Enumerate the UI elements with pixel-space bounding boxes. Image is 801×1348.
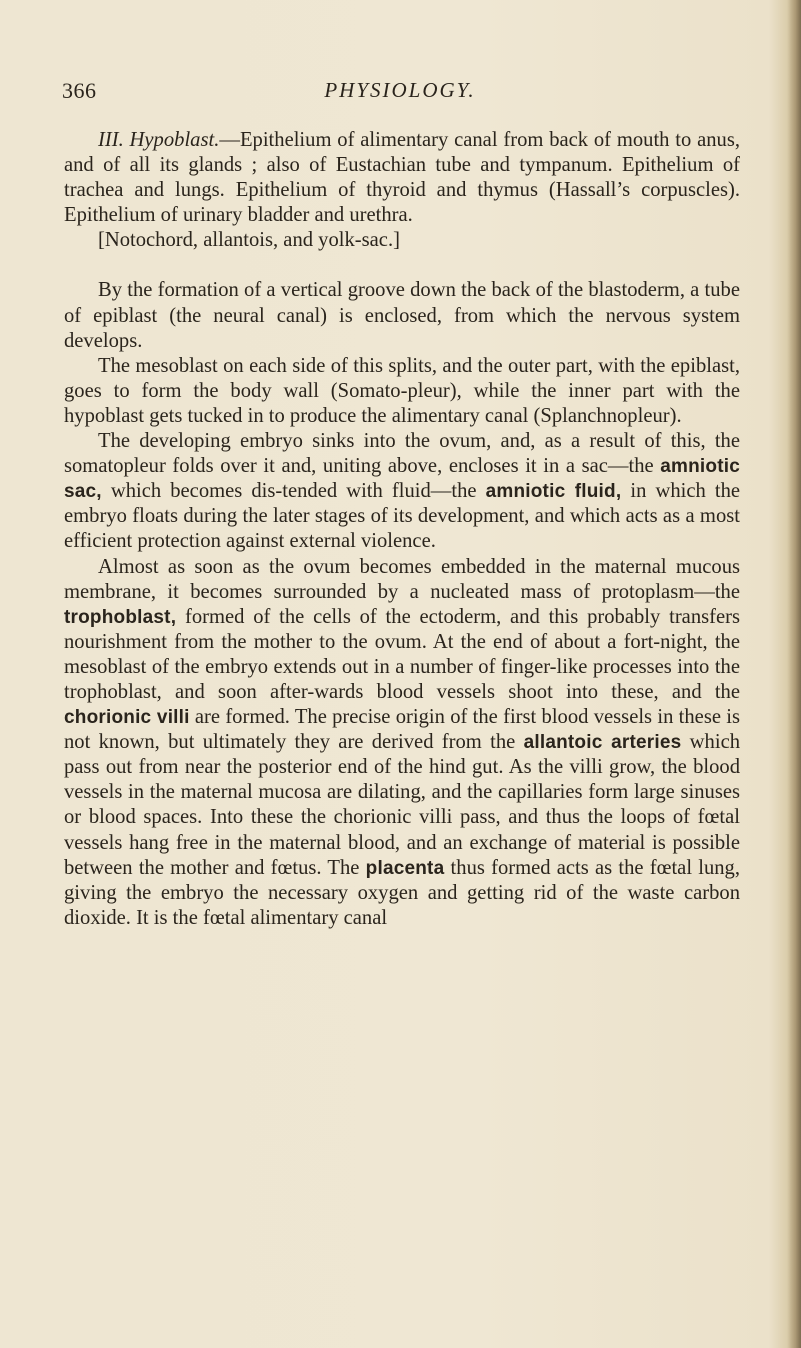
- page-header: [62, 78, 738, 108]
- text-run: formed of the cells of the ectoderm, and this probably transfers nourishment from the mother to the ovum. At the end of about a fort-night, the mesoblast of the embryo extends out in a number of finger-like processes into the trophoblast, and soon after-wards blood vessels shoot into these, and the: [64, 605, 740, 703]
- text-run: which pass out from near the posterior end of the hind gut. As the villi grow, the blood vessels in the maternal mucosa are dilating, and the capillaries form large sinuses or blood spaces. Into these the chorionic villi pass, and thus the loops of fœtal vessels hang free in the maternal blood, and an exchange of material is possible between the mother and fœtus. The: [64, 731, 741, 879]
- text-run: in which the embryo floats during the later stages of its development, and which acts as a most efficient protection against external violence.: [64, 480, 741, 553]
- text-run: are formed. The precise origin of the first blood vessels in these is not known, but ultimately they are derived from the: [64, 706, 740, 754]
- keyword-amniotic-fluid: amniotic fluid,: [485, 481, 622, 503]
- bracket-note: [Notochord, allantois, and yolk-sac.]: [98, 229, 400, 252]
- text-run: which becomes dis-tended with fluid—the: [101, 480, 486, 503]
- body-text: [64, 128, 740, 931]
- paragraph-neural-canal: By the formation of a vertical groove down the back of the blastoderm, a tube of epiblast (the neural canal) is enclosed, from which the nervous system develops.: [64, 279, 740, 352]
- paragraph-mesoblast: The mesoblast on each side of this splits, and the outer part, with the epiblast, goes to form the body wall (Somato-pleur), while the inner part with the hypoblast gets tucked in to produce the alimentary canal (Splanchnopleur).: [64, 354, 740, 427]
- keyword-trophoblast: trophoblast,: [64, 606, 177, 628]
- section-name: Hypoblast.: [129, 129, 220, 151]
- text-run: thus formed acts as the fœtal lung, giving the embryo the necessary oxygen and getting rid of the waste carbon dioxide. It is the fœtal alimentary canal: [64, 856, 741, 929]
- keyword-chorionic-villi: chorionic villi: [64, 707, 190, 729]
- keyword-amniotic-sac: amniotic sac,: [64, 456, 740, 503]
- text-run: The developing embryo sinks into the ovum, and, as a result of this, the somatopleur folds over it and, uniting above, encloses it in a sac—the: [64, 430, 740, 478]
- keyword-allantoic-arteries: allantoic arteries: [523, 732, 682, 754]
- page-binding-edge: [787, 0, 801, 1348]
- keyword-placenta: placenta: [365, 857, 445, 879]
- section-numeral: III.: [98, 129, 124, 151]
- text-run: Almost as soon as the ovum becomes embedded in the maternal mucous membrane, it becomes surrounded by a nucleated mass of protoplasm—the: [64, 555, 740, 603]
- paragraph-placenta: [64, 555, 740, 931]
- hypoblast-paragraph: [64, 128, 740, 228]
- page-number: 366: [62, 78, 97, 103]
- paragraph-amnion: [64, 429, 740, 554]
- running-head: PHYSIOLOGY.: [324, 78, 476, 102]
- hypoblast-text: —Epithelium of alimentary canal from back of mouth to anus, and of all its glands ; also of Eustachian tube and tympanum. Epithelium of trachea and lungs. Epithelium of thyroid and thymus (Hassall’s corpuscles). Epithelium of urinary bladder and urethra.: [64, 129, 740, 227]
